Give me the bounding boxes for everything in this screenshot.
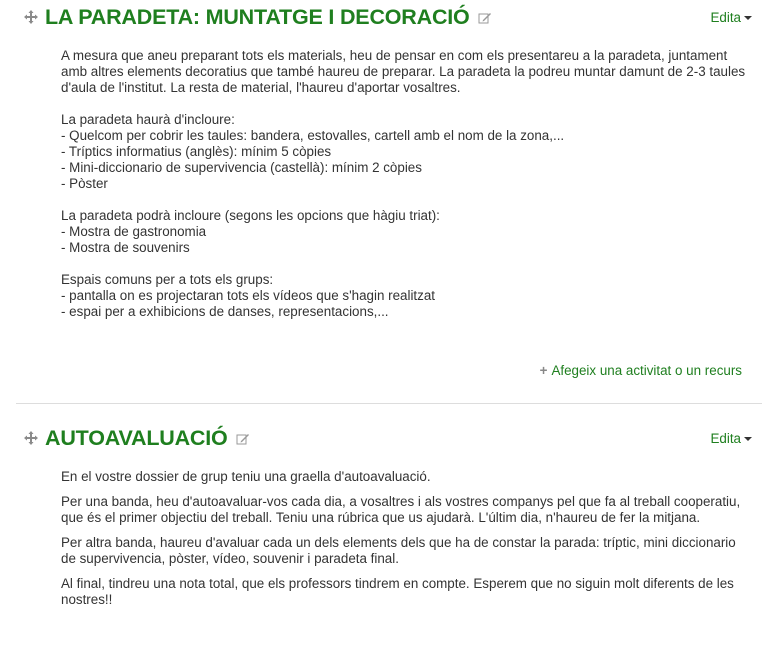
- section-title-text: AUTOAVALUACIÓ: [45, 426, 228, 450]
- add-activity-link[interactable]: [540, 363, 742, 378]
- summary-paragraph: A mesura que aneu preparant tots els materials, heu de pensar en com els presentareu a la paradeta, juntament amb altres elements decoratius que també haureu de preparar. La paradeta la podreu muntar damunt de 2-3 taules d'aula de l'institut. La resta de material, l'haureu d'aportar vosaltres.: [61, 48, 746, 95]
- pencil-icon[interactable]: [478, 6, 492, 20]
- summary-line: - Mostra de souvenirs: [61, 240, 190, 255]
- section-autoavaluacio: [16, 404, 762, 658]
- summary-paragraph: En el vostre dossier de grup teniu una graella d'autoavaluació.: [61, 469, 431, 484]
- section-title-text: LA PARADETA: MUNTATGE I DECORACIÓ: [45, 5, 470, 29]
- plus-icon: +: [539, 363, 548, 378]
- section-title: [45, 5, 492, 30]
- summary-line: - Pòster: [61, 176, 108, 191]
- summary-line: - Mini-diccionario de supervivencia (castellà): mínim 2 còpies: [61, 160, 422, 175]
- section-summary: [61, 469, 751, 617]
- summary-line: - Tríptics informatius (anglès): mínim 5 còpies: [61, 144, 332, 159]
- chevron-down-icon: [744, 437, 752, 441]
- edit-menu-label: Edita: [710, 10, 741, 25]
- move-icon[interactable]: [23, 430, 39, 446]
- summary-line: Espais comuns per a tots els grups:: [61, 272, 274, 287]
- summary-line: - Mostra de gastronomia: [61, 224, 207, 239]
- summary-line: La paradeta haurà d'incloure:: [61, 112, 235, 127]
- summary-line: - pantalla on es projectaran tots els vídeos que s'hagin realitzat: [61, 288, 435, 303]
- edit-menu[interactable]: [710, 431, 752, 446]
- section-la-paradeta: [16, 0, 762, 404]
- section-title: [45, 426, 250, 451]
- summary-paragraph: Per altra banda, haureu d'avaluar cada un dels elements dels que ha de constar la parada: tríptic, mini diccionario de supervivencia, pòster, vídeo, souvenir i paradeta final.: [61, 535, 736, 566]
- summary-line: - Quelcom per cobrir les taules: bandera, estovalles, cartell amb el nom de la zona,...: [61, 128, 565, 143]
- edit-menu[interactable]: [710, 10, 752, 25]
- summary-line: - espai per a exhibicions de danses, representacions,...: [61, 304, 389, 319]
- move-icon[interactable]: [23, 9, 39, 25]
- edit-menu-label: Edita: [710, 431, 741, 446]
- summary-paragraph: Per una banda, heu d'autoavaluar-vos cada dia, a vosaltres i als vostres companys pel que fa al treball cooperatiu, que és el primer objectiu del treball. Teniu una rúbrica que us ajudarà. L'últim dia, n'haureu de fer la mitjana.: [61, 494, 741, 525]
- section-summary: [61, 48, 751, 320]
- chevron-down-icon: [744, 16, 752, 20]
- pencil-icon[interactable]: [236, 427, 250, 441]
- summary-paragraph: Al final, tindreu una nota total, que els professors tindrem en compte. Esperem que no siguin molt diferents de les nostres!!: [61, 576, 734, 607]
- summary-line: La paradeta podrà incloure (segons les opcions que hàgiu triat):: [61, 208, 440, 223]
- add-activity-label: Afegeix una activitat o un recurs: [551, 363, 742, 378]
